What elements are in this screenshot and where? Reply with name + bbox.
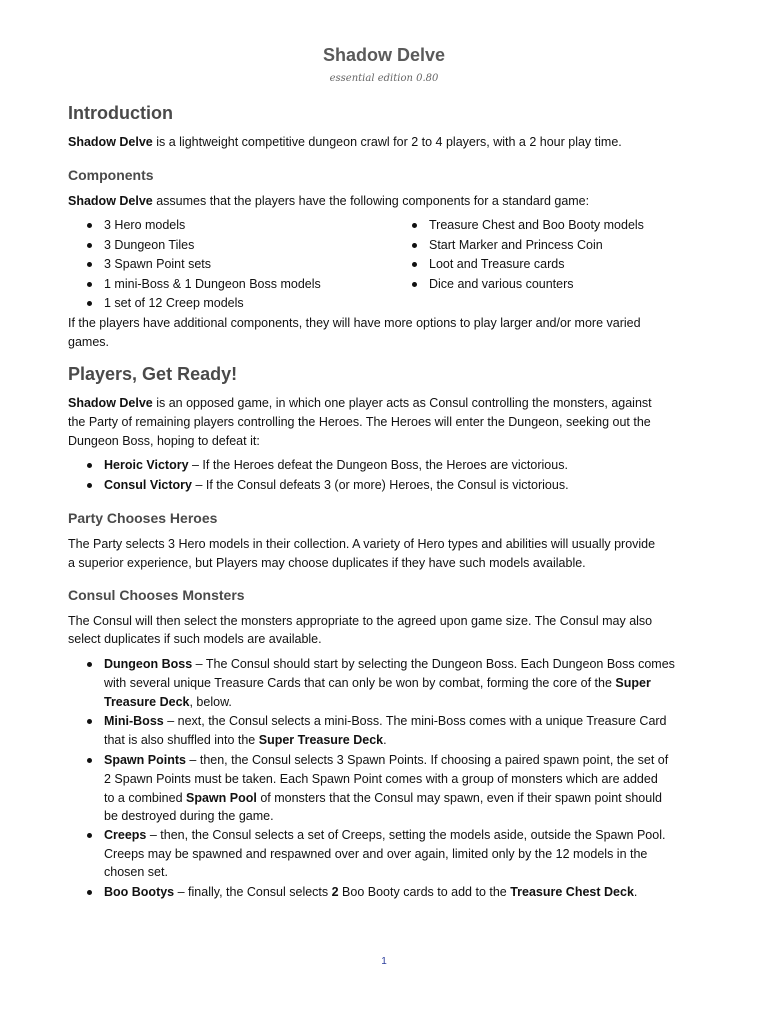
victory-heroic-text: – If the Heroes defeat the Dungeon Boss, the Heroes are victorious. [188, 458, 568, 472]
victory-consul [104, 476, 569, 495]
consul-line-2: select duplicates if such models are available. [68, 632, 322, 646]
spawn-points-line-1 [104, 751, 668, 770]
term-boo-bootys: Boo Bootys [104, 885, 175, 899]
list-item: Treasure Chest and Boo Booty models [429, 218, 644, 232]
introduction-heading: Introduction [68, 103, 173, 123]
list-item: Dice and various counters [429, 277, 574, 291]
bullet-dot [87, 463, 92, 468]
dungeon-boss-line-2 [104, 674, 651, 693]
party-heading: Party Chooses Heroes [68, 510, 218, 526]
bullet-dot [87, 223, 92, 228]
bullet-dot [412, 262, 417, 267]
party-line-2: a superior experience, but Players may choose duplicates if they have such models available. [68, 556, 586, 570]
mini-boss-line-1 [104, 712, 667, 731]
mini-boss-text: – next, the Consul selects a mini-Boss. The mini-Boss comes with a unique Treasure Card [163, 714, 667, 728]
bullet-dot [412, 243, 417, 248]
consul-line-1: The Consul will then select the monsters appropriate to the agreed upon game size. The Consul may also [68, 614, 653, 628]
document-title: Shadow Delve [322, 45, 446, 65]
dungeon-boss-text: – The Consul should start by selecting the Dungeon Boss. Each Dungeon Boss comes [192, 657, 675, 671]
spawn-points-line-3 [104, 789, 662, 808]
term-dungeon-boss: Dungeon Boss [104, 657, 193, 671]
list-item: 3 Spawn Point sets [104, 257, 212, 271]
spawn-points-text: of monsters that the Consul may spawn, even if their spawn point should [256, 791, 662, 805]
components-sentence: assumes that the players have the following components for a standard game: [152, 194, 590, 208]
page-number: 1 [381, 956, 387, 967]
list-item: 3 Hero models [104, 218, 186, 232]
components-note-line-1: If the players have additional components, they will have more options to play larger and/or more varied [68, 316, 641, 330]
boo-bootys-text: . [633, 885, 638, 899]
game-name: Shadow Delve [68, 194, 153, 208]
term-spawn-pool: Spawn Pool [186, 791, 257, 805]
spawn-points-line-4: be destroyed during the game. [104, 809, 274, 823]
boo-bootys-text: – finally, the Consul selects [174, 885, 332, 899]
party-line-1: The Party selects 3 Hero models in their collection. A variety of Hero types and abilities will usually provide [68, 537, 656, 551]
boo-bootys-line [104, 883, 637, 902]
term-super: Super [615, 676, 651, 690]
list-item: Loot and Treasure cards [429, 257, 565, 271]
victory-consul-text: – If the Consul defeats 3 (or more) Heroes, the Consul is victorious. [191, 478, 569, 492]
bullet-dot [87, 243, 92, 248]
spawn-points-text: to a combined [104, 791, 186, 805]
term-mini-boss: Mini-Boss [104, 714, 164, 728]
mini-boss-text: that is also shuffled into the [104, 733, 259, 747]
list-item: 3 Dungeon Tiles [104, 238, 195, 252]
creeps-line-1 [104, 826, 665, 845]
bullet-dot [87, 662, 92, 667]
term-super-treasure-deck: Super Treasure Deck [258, 733, 384, 747]
intro-sentence: is a lightweight competitive dungeon crawl for 2 to 4 players, with a 2 hour play time. [152, 135, 622, 149]
mini-boss-line-2 [104, 731, 387, 750]
bullet-dot [87, 262, 92, 267]
list-item: 1 set of 12 Creep models [104, 296, 244, 310]
game-name: Shadow Delve [68, 396, 153, 410]
victory-heroic [104, 456, 568, 475]
document-subtitle: essential edition 0.80 [329, 73, 439, 84]
spawn-points-line-2: 2 Spawn Points must be taken. Each Spawn Point comes with a group of monsters which are added [104, 772, 658, 786]
players-heading: Players, Get Ready! [68, 364, 238, 384]
boo-booty-count: 2 [331, 885, 339, 899]
bullet-dot [412, 223, 417, 228]
bullet-dot [87, 833, 92, 838]
dungeon-boss-line-1 [104, 655, 675, 674]
dungeon-boss-text: with several unique Treasure Cards that can only be won by combat, forming the core of the [104, 676, 616, 690]
players-line-2: the Party of remaining players controlling the Heroes. The Heroes will enter the Dungeon, seeking out the [68, 415, 651, 429]
list-item: 1 mini-Boss & 1 Dungeon Boss models [104, 277, 321, 291]
bullet-dot [87, 282, 92, 287]
components-note-line-2: games. [68, 335, 109, 349]
bullet-dot [87, 301, 92, 306]
components-text [68, 192, 708, 211]
boo-bootys-text: Boo Booty cards to add to the [338, 885, 511, 899]
game-name: Shadow Delve [68, 135, 153, 149]
term-treasure-deck: Treasure Deck [104, 695, 190, 709]
term-treasure-chest-deck: Treasure Chest Deck [510, 885, 634, 899]
creeps-line-3: chosen set. [104, 865, 168, 879]
spawn-points-text: – then, the Consul selects 3 Spawn Points. If choosing a paired spawn point, the set of [185, 753, 669, 767]
players-line-1-text: is an opposed game, in which one player acts as Consul controlling the monsters, against [152, 396, 652, 410]
creeps-line-2: Creeps may be spawned and respawned over and over again, limited only by the 12 models in the [104, 847, 648, 861]
consul-heading: Consul Chooses Monsters [68, 587, 245, 603]
players-line-3: Dungeon Boss, hoping to defeat it: [68, 434, 260, 448]
creeps-text: – then, the Consul selects a set of Creeps, setting the models aside, outside the Spawn Pool. [146, 828, 666, 842]
components-heading: Components [68, 167, 154, 183]
dungeon-boss-line-3 [104, 693, 232, 712]
term-consul-victory: Consul Victory [104, 478, 192, 492]
introduction-text [68, 133, 708, 152]
term-spawn-points: Spawn Points [104, 753, 186, 767]
players-line-1 [68, 394, 708, 413]
term-heroic-victory: Heroic Victory [104, 458, 189, 472]
bullet-dot [412, 282, 417, 287]
term-creeps: Creeps [104, 828, 147, 842]
dungeon-boss-text: , below. [189, 695, 232, 709]
bullet-dot [87, 758, 92, 763]
bullet-dot [87, 719, 92, 724]
bullet-dot [87, 483, 92, 488]
bullet-dot [87, 890, 92, 895]
mini-boss-text: . [383, 733, 387, 747]
list-item: Start Marker and Princess Coin [429, 238, 603, 252]
